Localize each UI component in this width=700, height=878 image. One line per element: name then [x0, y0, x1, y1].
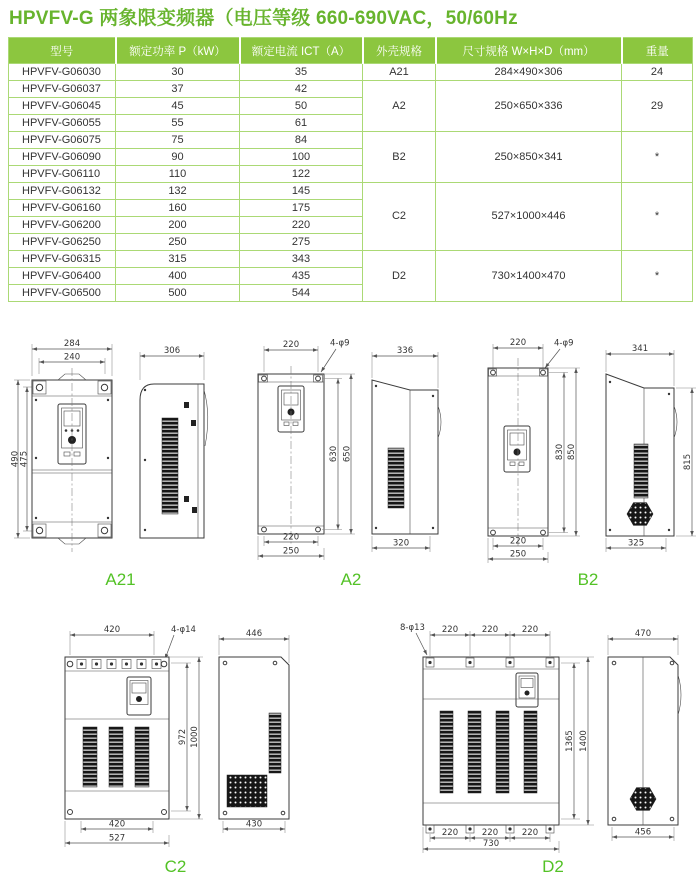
cell-power: 90	[116, 149, 240, 166]
cell-power: 75	[116, 132, 240, 149]
cell-model: HPVFV-G06132	[9, 183, 116, 200]
col-header-power: 额定功率 P（kW）	[116, 38, 240, 64]
cell-model: HPVFV-G06030	[9, 64, 116, 81]
cell-current: 175	[240, 200, 363, 217]
dim-height-inner: 972	[178, 728, 188, 746]
cell-current: 343	[240, 251, 363, 268]
dim-width-bottom1: 220	[282, 532, 300, 543]
b2-side-view	[606, 344, 696, 552]
vent-grille	[468, 711, 481, 793]
dim-height-outer: 650	[342, 445, 353, 463]
dim-height-outer: 1400	[579, 730, 589, 752]
figure-d2	[398, 615, 700, 877]
cell-model: HPVFV-G06400	[9, 268, 116, 285]
page-title: HPVFV-G 两象限变频器（电压等级 660-690VAC，50/60Hz	[9, 8, 518, 29]
table-row	[9, 64, 693, 81]
dim-holes: 4-φ9	[554, 338, 574, 349]
cell-power: 160	[116, 200, 240, 217]
a21-drawing	[8, 330, 233, 568]
cell-current: 122	[240, 166, 363, 183]
cell-power: 200	[116, 217, 240, 234]
dim-width-bottom1: 220	[509, 536, 527, 547]
cell-current: 84	[240, 132, 363, 149]
cell-power: 45	[116, 98, 240, 115]
cell-dims: 284×490×306	[436, 64, 622, 81]
cell-model: HPVFV-G06045	[9, 98, 116, 115]
cell-current: 435	[240, 268, 363, 285]
cell-current: 61	[240, 115, 363, 132]
a2-front-view	[258, 339, 355, 561]
figure-label-c2: C2	[164, 857, 187, 876]
table-row	[9, 132, 693, 149]
col-header-model: 型号	[9, 38, 116, 64]
vent-grille	[83, 727, 97, 787]
cell-weight: 24	[622, 64, 693, 81]
dim-holes: 8-φ13	[400, 623, 425, 633]
dim-depth-bottom: 325	[627, 538, 645, 549]
cell-model: HPVFV-G06055	[9, 115, 116, 132]
d2-front-view	[400, 623, 594, 853]
dim-holes: 4-φ14	[171, 625, 196, 635]
cell-current: 220	[240, 217, 363, 234]
cell-power: 500	[116, 285, 240, 302]
cell-power: 30	[116, 64, 240, 81]
dim-width-outer: 284	[63, 339, 81, 349]
figure-a21	[8, 330, 233, 590]
dim-width-top: 220	[509, 338, 527, 348]
cell-model: HPVFV-G06500	[9, 285, 116, 302]
col-header-weight: 重量	[622, 38, 693, 64]
header-row	[9, 38, 693, 64]
cell-dims: 250×850×341	[436, 132, 622, 183]
c2-drawing	[43, 615, 308, 855]
col-header-current: 额定电流 ICT（A）	[240, 38, 363, 64]
cell-weight: 29	[622, 81, 693, 132]
cell-power: 400	[116, 268, 240, 285]
dim-height-inner: 475	[19, 450, 30, 468]
dim-door-height: 815	[683, 453, 693, 471]
figure-a2	[240, 330, 462, 590]
dim-height-inner: 830	[555, 443, 565, 461]
dim-depth-top: 341	[631, 344, 649, 354]
d2-drawing	[398, 615, 700, 855]
a2-drawing	[240, 330, 462, 568]
d2-side-view	[608, 629, 681, 841]
cell-frame: B2	[363, 132, 436, 183]
cell-model: HPVFV-G06037	[9, 81, 116, 98]
figure-label-a2: A2	[340, 570, 362, 589]
figure-label-a21: A21	[105, 570, 136, 589]
cell-dims: 730×1400×470	[436, 251, 622, 302]
c2-front-view	[65, 625, 203, 847]
dim-depth-top: 470	[634, 629, 652, 639]
vent-grille	[524, 711, 537, 793]
cell-frame: A21	[363, 64, 436, 81]
c2-side-view	[219, 629, 289, 833]
cell-current: 42	[240, 81, 363, 98]
dim-depth-bottom: 430	[245, 819, 263, 830]
figure-label-d2: D2	[542, 857, 564, 876]
dim-depth-top: 336	[396, 346, 414, 356]
cell-current: 544	[240, 285, 363, 302]
dim-height-outer: 850	[567, 443, 577, 461]
table-row	[9, 183, 693, 200]
cell-current: 50	[240, 98, 363, 115]
a21-front-view	[11, 339, 113, 552]
dim-width-bottom2: 250	[282, 546, 300, 557]
dim-bseg1: 220	[441, 828, 459, 838]
drawings-row-1	[8, 330, 692, 589]
a2-side-view	[372, 346, 441, 552]
vent-grille	[135, 727, 149, 787]
dim-width-inner: 240	[63, 352, 81, 363]
dim-holes: 4-φ9	[330, 338, 350, 349]
vent-grille	[388, 448, 404, 508]
figure-c2	[43, 615, 308, 877]
cell-current: 100	[240, 149, 363, 166]
cell-frame: D2	[363, 251, 436, 302]
cell-weight: *	[622, 132, 693, 183]
cell-weight: *	[622, 251, 693, 302]
vent-grille	[496, 711, 509, 793]
dim-width-top: 220	[282, 340, 300, 350]
vent-grille	[269, 713, 281, 773]
table-row	[9, 81, 693, 98]
spec-table	[8, 37, 693, 302]
cell-dims: 527×1000×446	[436, 183, 622, 251]
dim-depth-bottom: 456	[634, 827, 652, 838]
cell-model: HPVFV-G06075	[9, 132, 116, 149]
vent-grille	[440, 711, 453, 793]
cell-model: HPVFV-G06090	[9, 149, 116, 166]
dim-bseg3: 220	[521, 828, 539, 838]
cell-dims: 250×650×336	[436, 81, 622, 132]
dim-height-outer: 1000	[190, 726, 200, 748]
cell-model: HPVFV-G06250	[9, 234, 116, 251]
drawings-row-2	[8, 615, 692, 878]
dim-width-bottom1: 420	[108, 819, 126, 830]
dim-bseg2: 220	[481, 828, 499, 838]
cell-frame: C2	[363, 183, 436, 251]
cell-model: HPVFV-G06200	[9, 217, 116, 234]
dim-depth: 306	[163, 346, 181, 356]
cell-weight: *	[622, 183, 693, 251]
dim-height-inner: 630	[329, 445, 339, 463]
table-row	[9, 251, 693, 268]
dim-width-top: 420	[103, 625, 121, 635]
b2-front-view	[488, 338, 580, 563]
cell-model: HPVFV-G06315	[9, 251, 116, 268]
dim-width-bottom2: 527	[108, 833, 126, 844]
cell-power: 315	[116, 251, 240, 268]
dim-width-bottom: 730	[482, 839, 500, 849]
cell-current: 275	[240, 234, 363, 251]
figure-label-b2: B2	[577, 570, 599, 589]
cell-power: 37	[116, 81, 240, 98]
dim-seg3: 220	[521, 625, 539, 635]
figure-b2	[468, 330, 700, 590]
cell-power: 132	[116, 183, 240, 200]
vent-grille	[162, 418, 178, 514]
dim-depth-bottom: 320	[392, 538, 410, 549]
dim-width-bottom2: 250	[509, 549, 527, 560]
dim-seg2: 220	[481, 625, 499, 635]
cell-power: 250	[116, 234, 240, 251]
cell-current: 35	[240, 64, 363, 81]
dim-depth-top: 446	[245, 629, 263, 639]
cell-power: 55	[116, 115, 240, 132]
vent-grille	[109, 727, 123, 787]
col-header-frame: 外壳规格	[363, 38, 436, 64]
col-header-dims: 尺寸规格 W×H×D（mm）	[436, 38, 622, 64]
cell-power: 110	[116, 166, 240, 183]
b2-drawing	[468, 330, 700, 568]
cell-current: 145	[240, 183, 363, 200]
vent-grille	[634, 444, 648, 498]
dim-height-outer: 490	[10, 450, 21, 468]
fan-grille	[227, 775, 267, 807]
cell-frame: A2	[363, 81, 436, 132]
a21-side-view	[140, 346, 208, 538]
cell-model: HPVFV-G06110	[9, 166, 116, 183]
cell-model: HPVFV-G06160	[9, 200, 116, 217]
dim-seg1: 220	[441, 625, 459, 635]
dim-height-inner: 1365	[565, 730, 575, 752]
